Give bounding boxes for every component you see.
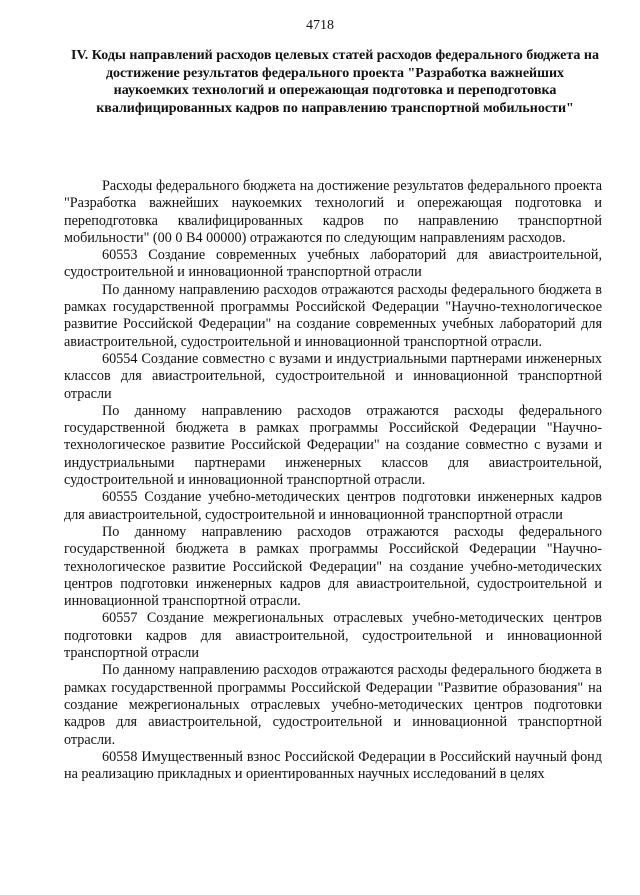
section-heading: IV. Коды направлений расходов целевых статей расходов федерального бюджета на достижение результатов федерального проекта "Разработка важнейших наукоемких технологий и опережающая подготовка и переподготовка квалифицированных кадров по направлению транспортной мобильности" [71,48,599,116]
code-60558-title: 60558 Имущественный взнос Российской Федерации в Российский научный фонд на реализацию прикладных и ориентированных научных исследований в целях [64,748,602,783]
code-60554-title: 60554 Создание совместно с вузами и индустриальными партнерами инженерных классов для авиастроительной, судостроительной и инновационной транспортной отрасли [64,350,602,402]
code-60553-title: 60553 Создание современных учебных лабораторий для авиастроительной, судостроительной и инновационной транспортной отрасли [64,247,602,281]
intro-paragraph: Расходы федерального бюджета на достижение результатов федерального проекта "Разработка важнейших наукоемких технологий и опережающая подготовка и переподготовка квалифицированных кадров по направлению транспортной мобильности" (00 0 В4 00000) отражаются по следующим направлениям расходов. [64,178,602,246]
code-60555-description: По данному направлению расходов отражаются расходы федерального государственной бюджета в рамках программы Российской Федерации "Научно-технологическое развитие Российской Федерации" на создание учебно-методических центров подготовки инженерных кадров для авиастроительной, судостроительной и инновационной транспортной отрасли. [64,523,602,610]
code-60555-title: 60555 Создание учебно-методических центров подготовки инженерных кадров для авиастроительной, судостроительной и инновационной транспортной отрасли [64,489,602,523]
code-60557-description: По данному направлению расходов отражаются расходы федерального бюджета в рамках государственной программы Российской Федерации "Развитие образования" на создание межрегиональных отраслевых учебно-методических центров подготовки кадров для авиастроительной, судостроительной и инновационной транспортной отрасли. [64,662,602,748]
code-60553-description: По данному направлению расходов отражаются расходы федерального бюджета в рамках государственной программы Российской Федерации "Научно-технологическое развитие Российской Федерации" на создание современных учебных лабораторий для авиастроительной, судостроительной и инновационной транспортной отрасли. [64,281,602,350]
code-60554-description: По данному направлению расходов отражаются расходы федерального государственной бюджета в рамках программы Российской Федерации "Научно-технологическое развитие Российской Федерации" на создание совместно с вузами и индустриальными партнерами инженерных классов для авиастроительной, судостроительной и инновационной транспортной отрасли. [64,402,602,489]
page-number: 4718 [306,18,334,33]
document-body [64,178,602,783]
code-60557-title: 60557 Создание межрегиональных отраслевых учебно-методических центров подготовки кадров для авиастроительной, судостроительной и инновационной транспортной отрасли [64,610,602,662]
